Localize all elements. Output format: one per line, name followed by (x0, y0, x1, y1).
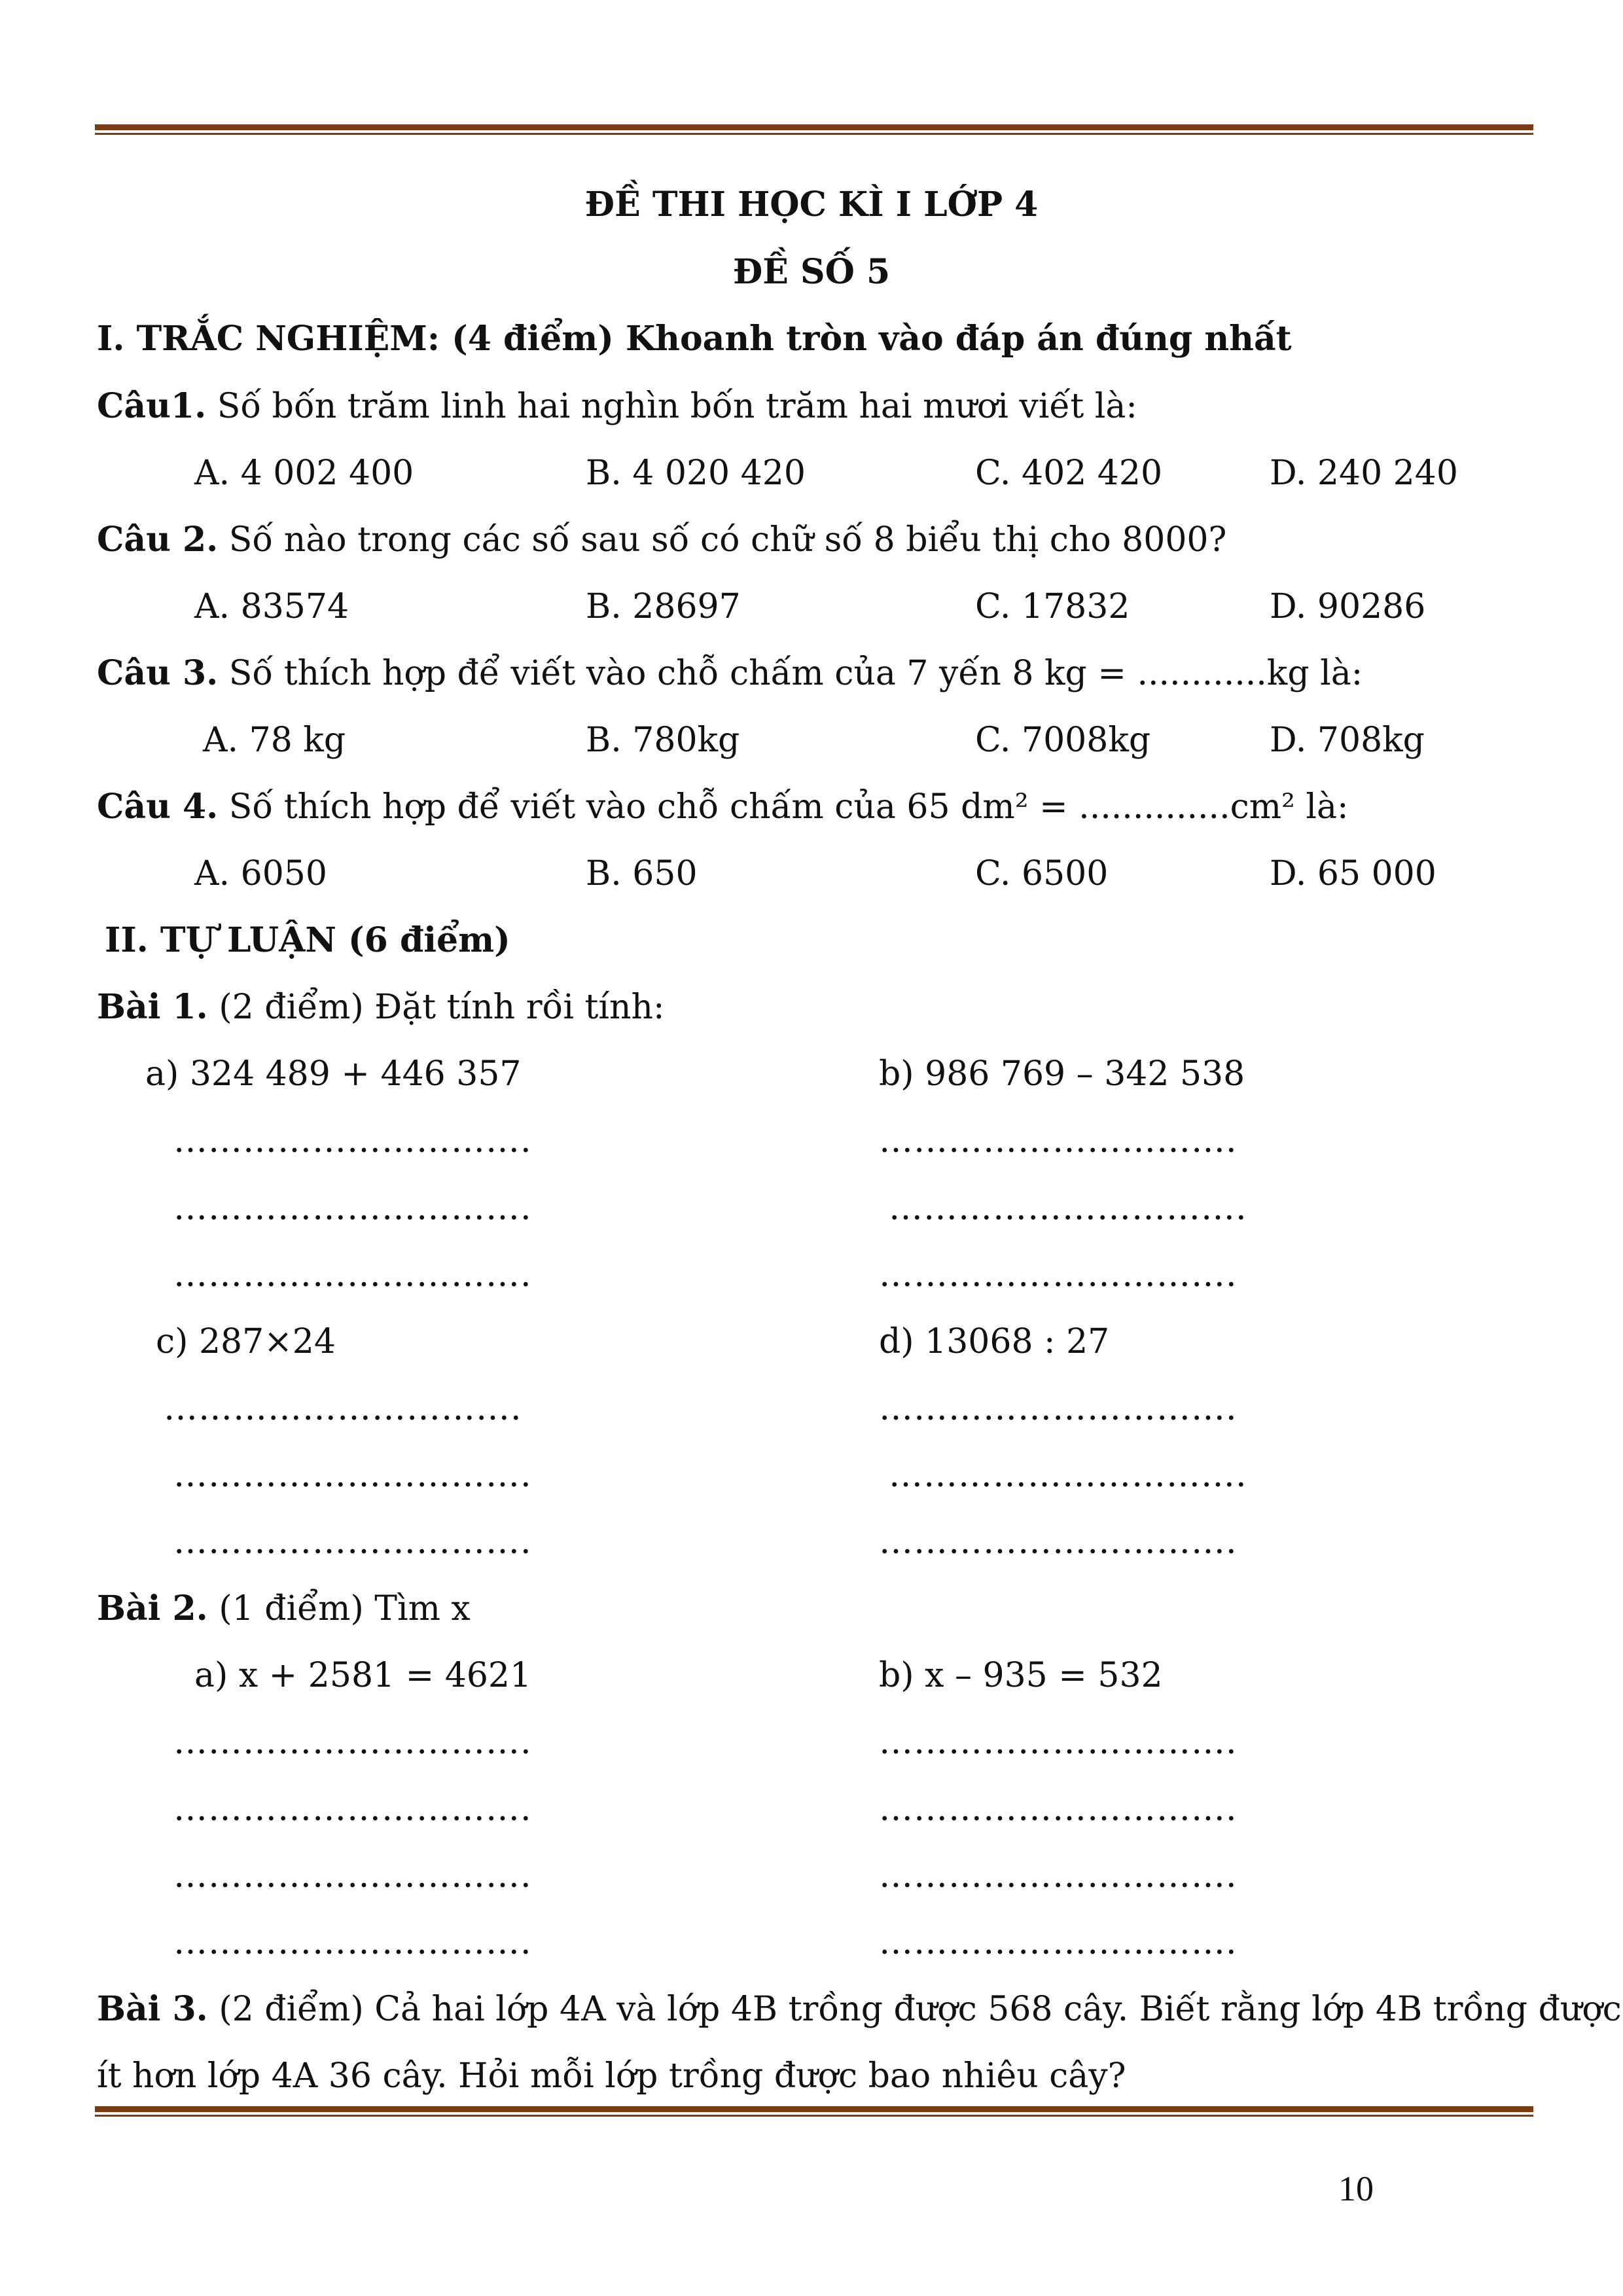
q1-option-a[interactable]: A. 4 002 400 (194, 454, 414, 493)
q4-option-a[interactable]: A. 6050 (194, 854, 327, 893)
answer-line[interactable]: …………………………. (889, 1189, 1247, 1228)
exercise-1-text: (2 điểm) Đặt tính rồi tính: (207, 988, 665, 1027)
q4-option-d[interactable]: D. 65 000 (1270, 854, 1436, 893)
question-4 (97, 787, 1349, 827)
answer-line[interactable]: …………………………. (173, 1723, 532, 1762)
answer-line[interactable]: …………………………. (173, 1456, 532, 1495)
q3-option-b[interactable]: B. 780kg (586, 721, 740, 760)
answer-line[interactable]: …………………………. (879, 1923, 1238, 1962)
exercise-2-label: Bài 2. (97, 1588, 208, 1628)
question-3-label: Câu 3. (97, 653, 219, 693)
question-2-text: Số nào trong các số sau số có chữ số 8 biểu thị cho 8000? (218, 520, 1227, 560)
q2-option-a[interactable]: A. 83574 (194, 587, 349, 626)
answer-line[interactable]: …………………………. (879, 1723, 1238, 1762)
q2-option-d[interactable]: D. 90286 (1270, 587, 1426, 626)
answer-line[interactable]: …………………………. (173, 1255, 532, 1295)
section2-heading: II. TỰ LUẬN (6 điểm) (105, 920, 510, 960)
answer-line[interactable]: …………………………. (164, 1389, 522, 1428)
page-number: 10 (1338, 2169, 1374, 2208)
answer-line[interactable]: …………………………. (879, 1856, 1238, 1895)
exercise-3-label: Bài 3. (97, 1989, 208, 2029)
answer-line[interactable]: …………………………. (173, 1789, 532, 1829)
answer-line[interactable]: …………………………. (879, 1789, 1238, 1829)
exercise-3 (97, 1989, 1622, 2029)
question-2-label: Câu 2. (97, 520, 219, 560)
q4-option-b[interactable]: B. 650 (586, 854, 698, 893)
exercise-2a: a) x + 2581 = 4621 (194, 1656, 532, 1695)
question-1 (97, 386, 1137, 426)
exercise-2 (97, 1588, 471, 1628)
answer-line[interactable]: …………………………. (879, 1522, 1238, 1562)
answer-line[interactable]: …………………………. (879, 1121, 1238, 1160)
q3-option-c[interactable]: C. 7008kg (975, 721, 1151, 760)
question-1-text: Số bốn trăm linh hai nghìn bốn trăm hai mươi viết là: (206, 387, 1137, 426)
answer-line[interactable]: …………………………. (173, 1856, 532, 1895)
answer-line[interactable]: …………………………. (173, 1522, 532, 1562)
question-2 (97, 520, 1227, 560)
q3-option-d[interactable]: D. 708kg (1270, 721, 1425, 760)
question-1-label: Câu1. (97, 386, 207, 426)
answer-line[interactable]: …………………………. (173, 1189, 532, 1228)
exercise-1a: a) 324 489 + 446 357 (145, 1054, 522, 1094)
exercise-1c: c) 287×24 (156, 1322, 336, 1361)
answer-line[interactable]: …………………………. (879, 1389, 1238, 1428)
question-4-text: Số thích hợp để viết vào chỗ chấm của 65 dm² = ..............cm² là: (218, 787, 1349, 827)
question-3-text: Số thích hợp để viết vào chỗ chấm của 7 yến 8 kg = ............kg là: (218, 654, 1363, 693)
section1-heading: I. TRẮC NGHIỆM: (4 điểm) Khoanh tròn vào đáp án đúng nhất (97, 319, 1292, 359)
exercise-1 (97, 987, 665, 1027)
exercise-1-label: Bài 1. (97, 987, 208, 1027)
answer-line[interactable]: …………………………. (889, 1456, 1247, 1495)
answer-line[interactable]: …………………………. (173, 1121, 532, 1160)
q1-option-b[interactable]: B. 4 020 420 (586, 454, 806, 493)
q3-option-a[interactable]: A. 78 kg (203, 721, 346, 760)
q4-option-c[interactable]: C. 6500 (975, 854, 1109, 893)
exercise-3-text: (2 điểm) Cả hai lớp 4A và lớp 4B trồng được 568 cây. Biết rằng lớp 4B trồng được (207, 1990, 1622, 2029)
q2-option-b[interactable]: B. 28697 (586, 587, 741, 626)
question-3 (97, 653, 1363, 693)
exercise-2b: b) x – 935 = 532 (879, 1656, 1163, 1695)
q1-option-d[interactable]: D. 240 240 (1270, 454, 1458, 493)
exercise-2-text: (1 điểm) Tìm x (207, 1589, 471, 1628)
exam-title: ĐỀ THI HỌC KÌ I LỚP 4 (584, 185, 1039, 224)
top-rule (95, 124, 1533, 135)
bottom-rule (95, 2106, 1533, 2117)
q2-option-c[interactable]: C. 17832 (975, 587, 1130, 626)
exercise-1b: b) 986 769 – 342 538 (879, 1054, 1245, 1094)
answer-line[interactable]: …………………………. (879, 1255, 1238, 1295)
exercise-1d: d) 13068 : 27 (879, 1322, 1110, 1361)
question-4-label: Câu 4. (97, 787, 219, 827)
answer-line[interactable]: …………………………. (173, 1923, 532, 1962)
q1-option-c[interactable]: C. 402 420 (975, 454, 1163, 493)
exam-number: ĐỀ SỐ 5 (732, 252, 891, 292)
exercise-3-text-continued: ít hơn lớp 4A 36 cây. Hỏi mỗi lớp trồng được bao nhiêu cây? (97, 2056, 1126, 2096)
